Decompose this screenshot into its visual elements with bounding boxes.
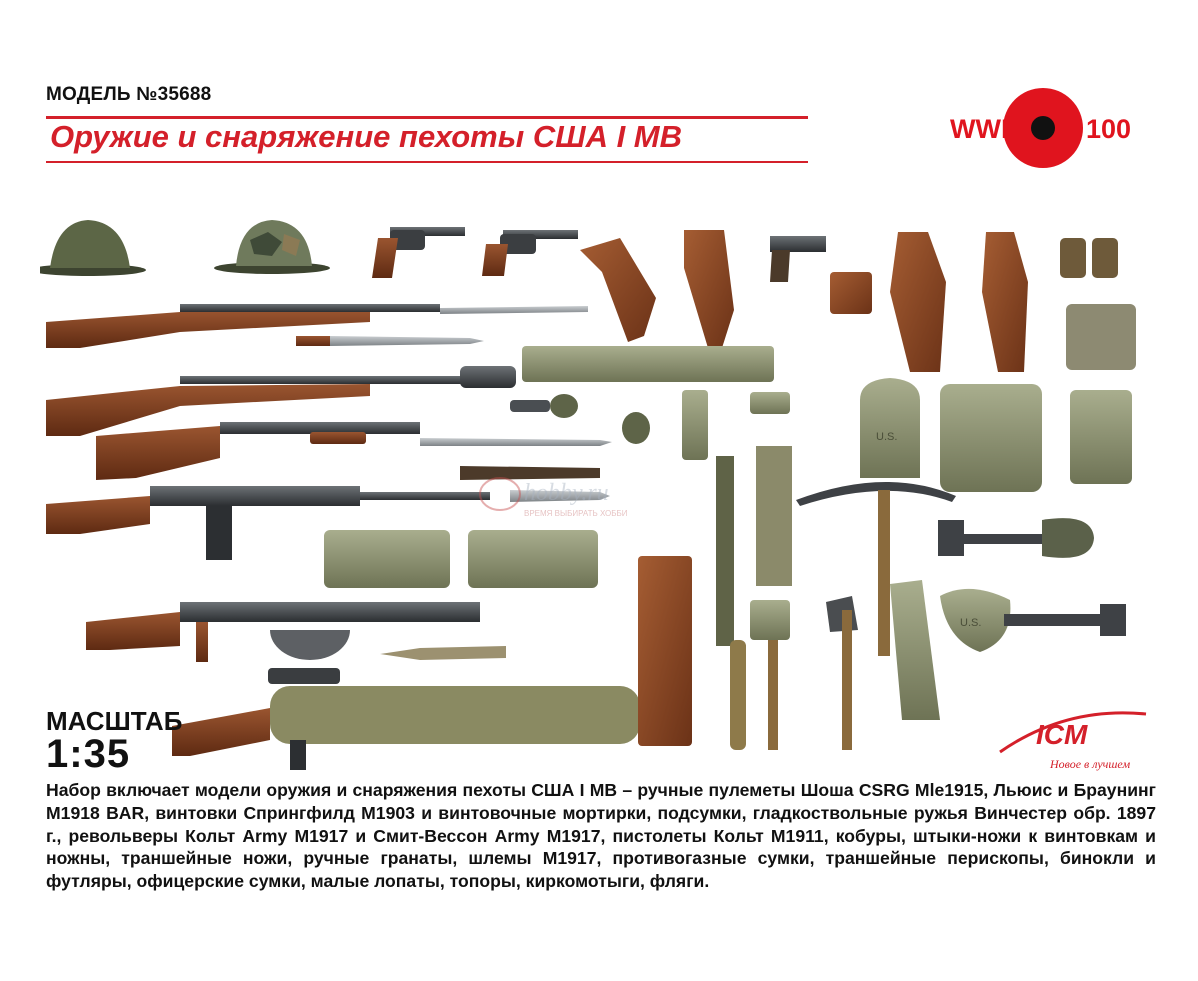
pistol-colt-m1911 — [770, 236, 826, 282]
trench-periscope-case — [638, 556, 692, 746]
watermark-logo-icon — [480, 478, 520, 510]
entrenching-shovel-2 — [940, 589, 1126, 652]
helmet-camouflage — [214, 220, 330, 274]
entrenching-knife — [380, 646, 506, 660]
lewis-gun — [172, 668, 640, 770]
officer-bag — [1070, 390, 1132, 484]
cartridge-belt-pouches-1 — [522, 346, 774, 382]
shovel-marking: U.S. — [960, 617, 982, 629]
rifle-grenade — [510, 394, 578, 418]
revolver-smith-wesson-m1917 — [482, 230, 578, 276]
model-number: МОДЕЛЬ №35688 — [46, 84, 212, 105]
holster-m1911-2 — [982, 232, 1028, 372]
canteen-marking: U.S. — [876, 431, 898, 443]
icm-slogan: Новое в лучшем — [1050, 757, 1131, 771]
icm-brand-name: ICM — [1036, 719, 1088, 750]
trench-periscope-2 — [756, 446, 792, 586]
gas-mask-bag — [940, 384, 1042, 492]
helmet-m1917 — [40, 220, 146, 276]
shovel-cover — [890, 580, 940, 720]
poppy-center — [1031, 116, 1055, 140]
wwi-100-text: 100 — [1086, 114, 1132, 144]
wwi-100-logo — [950, 82, 1140, 172]
scale-label: МАСШТАБ — [46, 706, 183, 736]
scale-value: 1:35 — [46, 732, 131, 776]
watermark — [478, 470, 728, 522]
canteen — [860, 378, 920, 478]
hand-grenade — [622, 412, 650, 444]
cartridge-belt-pouches-2 — [324, 530, 598, 588]
icm-logo — [996, 704, 1158, 776]
binoculars — [1060, 238, 1118, 278]
pickaxe — [796, 482, 956, 656]
title-rule-bottom — [46, 161, 808, 163]
holster-revolver-1 — [580, 238, 656, 342]
watermark-site: hobby.ru — [524, 480, 609, 506]
product-description: Набор включает модели оружия и снаряжения пехоты США I МВ – ручные пулеметы Шоша CSRG Mle1915, Льюис и Браунинг M1918 BAR, винтовки Спрингфилд M1903 и винтовочные мортирки, подсумки, гладкоствольные ружья Винчестер обр. 1897 г., револьверы Кольт Army M1917 и Смит-Вессон Army M1917, пистолеты Кольт M1911, кобуры, штыки-ножи к винтовкам и ножны, траншейные ножи, ручные гранаты, шлемы M1917, противогазные сумки, траншейные перископы, бинокли и футляры, офицерские сумки, малые лопаты, топоры, киркомотыги, фляги. — [46, 780, 1156, 892]
bayonet — [296, 336, 484, 346]
holster-revolver-2 — [684, 230, 734, 348]
wwi-text: WWI — [950, 114, 1009, 144]
binocular-case — [1066, 304, 1136, 370]
holster-m1911-1 — [890, 232, 946, 372]
watermark-tagline: ВРЕМЯ ВЫБИРАТЬ ХОББИ — [524, 509, 628, 518]
axe-with-cover — [750, 600, 790, 750]
revolver-colt-m1917 — [372, 227, 465, 278]
page-title: Оружие и снаряжение пехоты США I МВ — [50, 119, 683, 154]
entrenching-shovel-1 — [938, 518, 1094, 558]
axe — [826, 596, 858, 750]
magazine-pouch — [830, 272, 872, 314]
